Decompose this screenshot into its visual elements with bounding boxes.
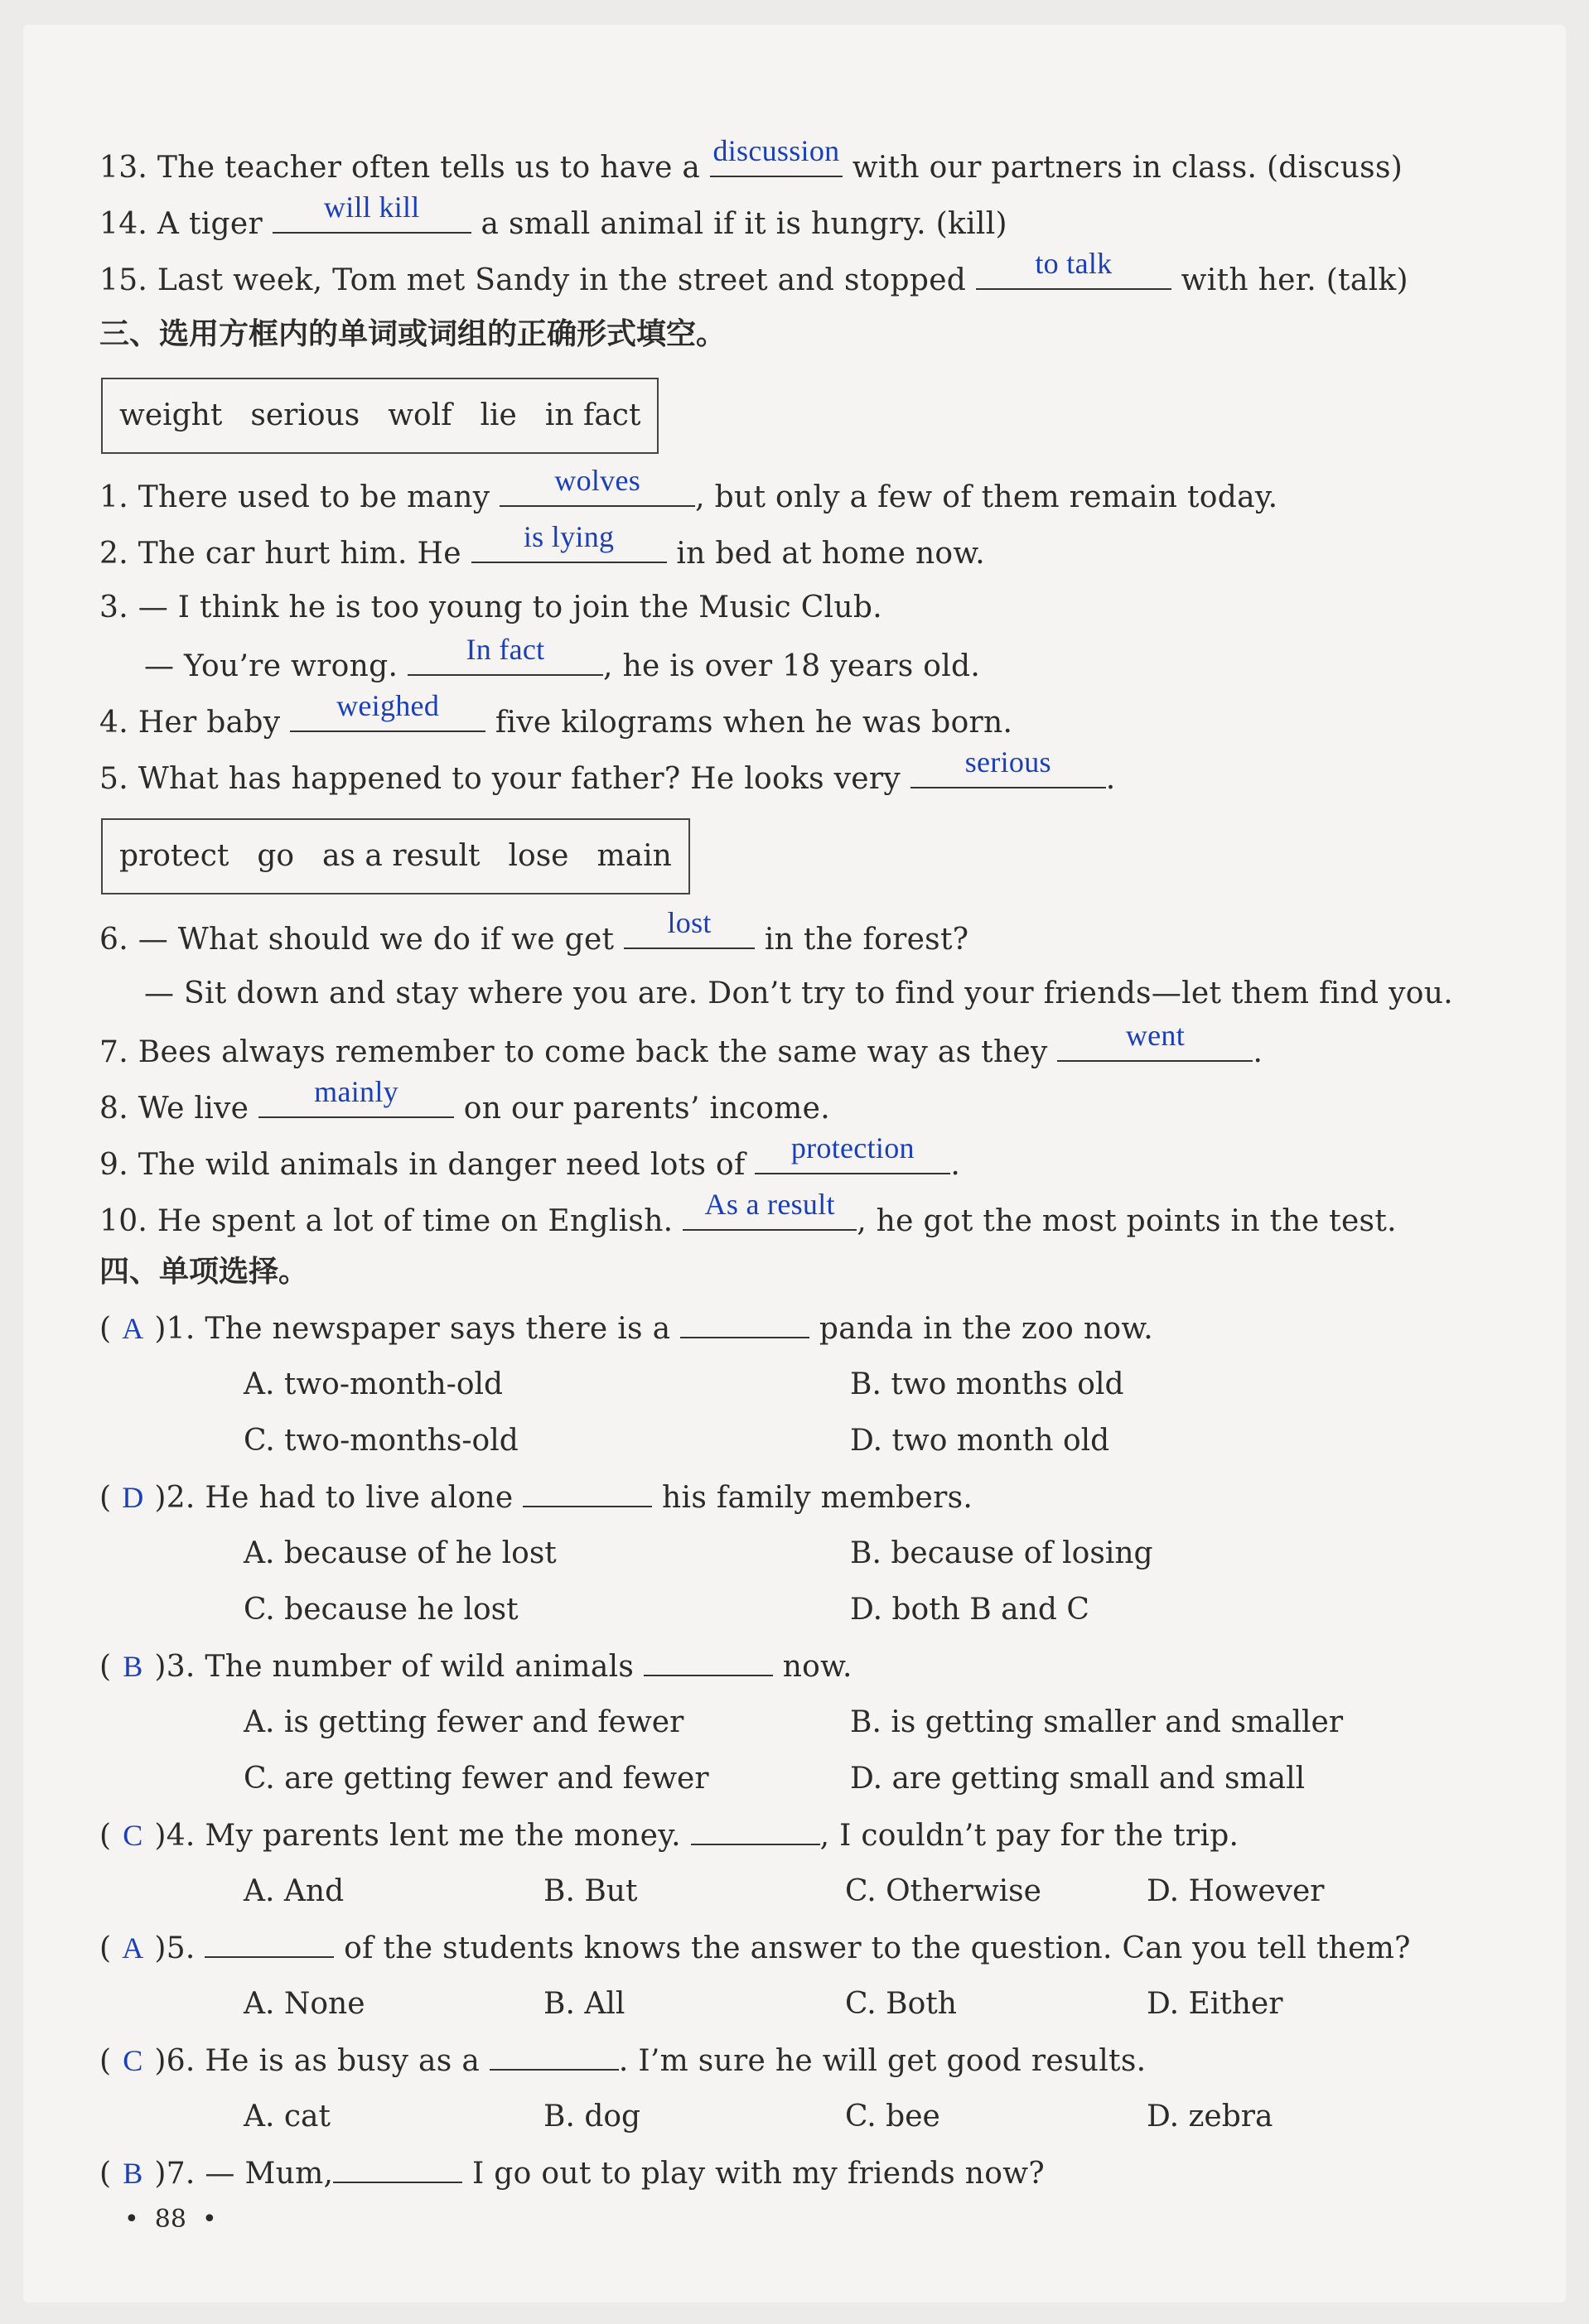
mc-q3: ( B )3. The number of wild animals now.	[99, 1647, 852, 1687]
s3-q3a: 3. — I think he is too young to join the Music Club.	[99, 591, 882, 624]
mc-q6-answer: C	[123, 2044, 143, 2077]
s3-q4: 4. Her baby weighed five kilograms when he was born.	[99, 689, 1013, 740]
word-box-2: protect go as a result lose main	[101, 818, 690, 894]
mc-q1-opt-c[interactable]: C. two-months-old	[244, 1424, 519, 1458]
mc-q5-opt-a[interactable]: A. None	[244, 1987, 365, 2021]
mc-q6: ( C )6. He is as busy as a . I’m sure he will get good results.	[99, 2041, 1146, 2081]
s3-q7: 7. Bees always remember to come back the same way as they went .	[99, 1019, 1263, 1069]
mc-q2: ( D )2. He had to live alone his family members.	[99, 1478, 973, 1518]
mc-q3-opt-a[interactable]: A. is getting fewer and fewer	[244, 1705, 684, 1739]
s3-q4-answer: weighed	[336, 689, 440, 722]
s3-q9-answer: protection	[790, 1131, 915, 1164]
mc-q6-opt-d[interactable]: D. zebra	[1147, 2100, 1273, 2134]
mc-q4-answer: C	[123, 1819, 143, 1852]
q14-answer: will kill	[323, 190, 420, 224]
s3-q9: 9. The wild animals in danger need lots of protection .	[99, 1131, 961, 1182]
s3-q6a: 6. — What should we do if we get lost in the forest?	[99, 906, 969, 957]
mc-q2-opt-a[interactable]: A. because of he lost	[244, 1536, 557, 1570]
q13-answer: discussion	[712, 134, 840, 167]
page-number: • 88 •	[124, 2205, 217, 2234]
mc-q4: ( C )4. My parents lent me the money. , I couldn’t pay for the trip.	[99, 1815, 1239, 1856]
mc-q2-opt-b[interactable]: B. because of losing	[850, 1536, 1153, 1570]
s3-q2-answer: is lying	[523, 520, 615, 553]
mc-q3-answer: B	[123, 1650, 143, 1683]
mc-q1-opt-b[interactable]: B. two months old	[850, 1367, 1124, 1401]
s3-q1-answer: wolves	[554, 464, 641, 497]
mc-q7: ( B )7. — Mum, I go out to play with my friends now?	[99, 2153, 1045, 2194]
mc-q5: ( A )5. of the students knows the answer to the question. Can you tell them?	[99, 1928, 1411, 1969]
s3-q10-answer: As a result	[704, 1188, 835, 1221]
mc-q1-opt-d[interactable]: D. two month old	[850, 1424, 1110, 1458]
mc-q2-opt-c[interactable]: C. because he lost	[244, 1593, 519, 1627]
mc-q4-opt-a[interactable]: A. And	[244, 1874, 345, 1908]
s3-q5-answer: serious	[964, 745, 1051, 779]
q15-line: 15. Last week, Tom met Sandy in the street and stopped to talk with her. (talk)	[99, 247, 1408, 297]
mc-q3-opt-c[interactable]: C. are getting fewer and fewer	[244, 1762, 709, 1796]
q14-line: 14. A tiger will kill a small animal if it is hungry. (kill)	[99, 190, 1007, 241]
mc-q2-answer: D	[122, 1481, 144, 1514]
mc-q2-opt-d[interactable]: D. both B and C	[850, 1593, 1089, 1627]
mc-q5-opt-c[interactable]: C. Both	[845, 1987, 957, 2021]
s3-q10: 10. He spent a lot of time on English. As a result , he got the most points in the test.	[99, 1188, 1397, 1238]
section3-title: 三、选用方框内的单词或词组的正确形式填空。	[99, 317, 727, 351]
mc-q3-opt-b[interactable]: B. is getting smaller and smaller	[850, 1705, 1344, 1739]
s3-q6b: — Sit down and stay where you are. Don’t try to find your friends—let them find you.	[144, 976, 1453, 1010]
s3-q3b: — You’re wrong. In fact , he is over 18 years old.	[144, 633, 981, 683]
mc-q1-answer: A	[122, 1312, 144, 1345]
mc-q6-opt-b[interactable]: B. dog	[543, 2100, 641, 2134]
s3-q3-answer: In fact	[466, 633, 545, 666]
mc-q1-opt-a[interactable]: A. two-month-old	[244, 1367, 504, 1401]
word-box-1: weight serious wolf lie in fact	[101, 378, 659, 454]
mc-q6-opt-a[interactable]: A. cat	[244, 2100, 331, 2134]
q13-line: 13. The teacher often tells us to have a discussion with our partners in class. (discuss)	[99, 134, 1403, 185]
mc-q4-opt-c[interactable]: C. Otherwise	[845, 1874, 1041, 1908]
mc-q5-answer: A	[122, 1931, 144, 1965]
s3-q5: 5. What has happened to your father? He looks very serious .	[99, 745, 1116, 796]
section4-title: 四、单项选择。	[99, 1255, 309, 1289]
s3-q6-answer: lost	[667, 906, 712, 939]
s3-q1: 1. There used to be many wolves , but only a few of them remain today.	[99, 464, 1278, 514]
s3-q8-answer: mainly	[314, 1075, 398, 1108]
s3-q8: 8. We live mainly on our parents’ income.	[99, 1075, 830, 1126]
mc-q5-opt-d[interactable]: D. Either	[1147, 1987, 1283, 2021]
mc-q3-opt-d[interactable]: D. are getting small and small	[850, 1762, 1306, 1796]
s3-q7-answer: went	[1125, 1019, 1186, 1052]
q15-answer: to talk	[1035, 247, 1113, 280]
mc-q4-opt-b[interactable]: B. But	[543, 1874, 638, 1908]
mc-q5-opt-b[interactable]: B. All	[543, 1987, 625, 2021]
mc-q6-opt-c[interactable]: C. bee	[845, 2100, 940, 2134]
s3-q2: 2. The car hurt him. He is lying in bed at home now.	[99, 520, 985, 571]
mc-q7-answer: B	[123, 2157, 143, 2190]
mc-q4-opt-d[interactable]: D. However	[1147, 1874, 1325, 1908]
mc-q1: ( A )1. The newspaper says there is a panda in the zoo now.	[99, 1309, 1153, 1349]
